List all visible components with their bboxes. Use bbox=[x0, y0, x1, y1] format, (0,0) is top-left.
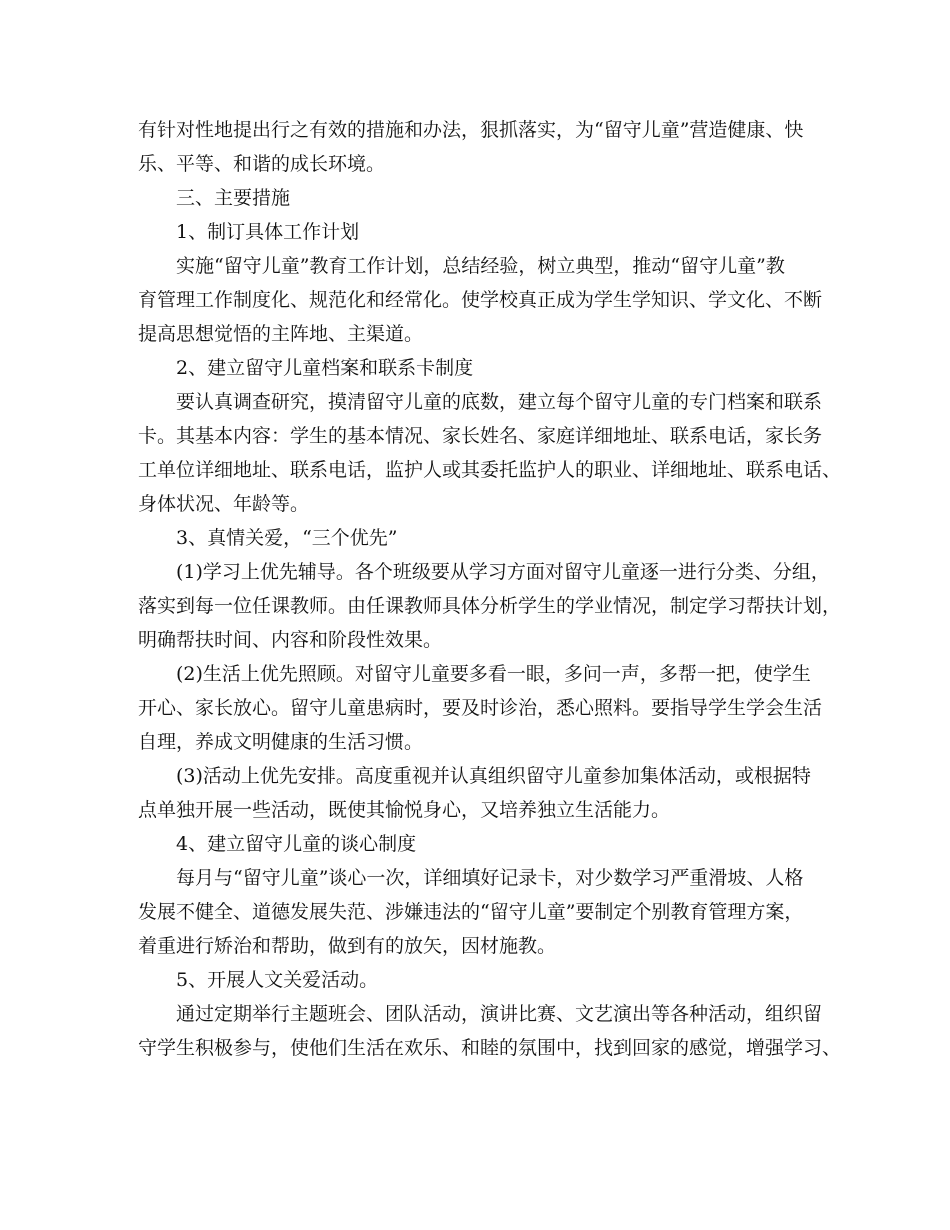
text-line: 守学生积极参与，使他们生活在欢乐、和睦的氛围中，找到回家的感觉，增强学习、 bbox=[138, 1037, 842, 1059]
text-line: 工单位详细地址、联系电话，监护人或其委托监护人的职业、详细地址、联系电话、 bbox=[138, 459, 842, 481]
text-line: 要认真调查研究，摸清留守儿童的底数，建立每个留守儿童的专门档案和联系 bbox=[176, 391, 823, 413]
text-line: 发展不健全、道德发展失范、涉嫌违法的“留守儿童”要制定个别教育管理方案， bbox=[138, 901, 804, 923]
text-line: 通过定期举行主题班会、团队活动，演讲比赛、文艺演出等各种活动，组织留 bbox=[176, 1003, 823, 1025]
subsection-heading: 1、制订具体工作计划 bbox=[176, 221, 360, 243]
text-line: 有针对性地提出行之有效的措施和办法，狠抓落实，为“留守儿童”营造健康、快 bbox=[138, 119, 804, 141]
text-line: 提高思想觉悟的主阵地、主渠道。 bbox=[138, 323, 424, 345]
subsection-heading: 4、建立留守儿童的谈心制度 bbox=[176, 833, 417, 855]
text-line: 落实到每一位任课教师。由任课教师具体分析学生的学业情况，制定学习帮扶计划， bbox=[138, 595, 842, 617]
text-line: 着重进行矫治和帮助，做到有的放矢，因材施教。 bbox=[138, 935, 557, 957]
subsection-heading: 2、建立留守儿童档案和联系卡制度 bbox=[176, 357, 474, 379]
text-line: 开心、家长放心。留守儿童患病时，要及时诊治，悉心照料。要指导学生学会生活 bbox=[138, 697, 823, 719]
text-line: 每月与“留守儿童”谈心一次，详细填好记录卡，对少数学习严重滑坡、人格 bbox=[176, 867, 804, 889]
subsection-heading: 3、真情关爱，“三个优先” bbox=[176, 527, 398, 549]
text-line: 实施“留守儿童”教育工作计划，总结经验，树立典型，推动“留守儿童”教 bbox=[176, 255, 785, 277]
subsection-heading: 5、开展人文关爱活动。 bbox=[176, 969, 379, 991]
text-line: (1)学习上优先辅导。各个班级要从学习方面对留守儿童逐一进行分类、分组， bbox=[176, 561, 830, 583]
text-line: 明确帮扶时间、内容和阶段性效果。 bbox=[138, 629, 443, 651]
text-line: (2)生活上优先照顾。对留守儿童要多看一眼，多问一声，多帮一把，使学生 bbox=[176, 663, 811, 685]
text-line: 乐、平等、和谐的成长环境。 bbox=[138, 153, 386, 175]
section-heading: 三、主要措施 bbox=[176, 187, 291, 209]
text-line: (3)活动上优先安排。高度重视并认真组织留守儿童参加集体活动，或根据特 bbox=[176, 765, 811, 787]
text-line: 自理，养成文明健康的生活习惯。 bbox=[138, 731, 424, 753]
text-line: 点单独开展一些活动，既使其愉悦身心，又培养独立生活能力。 bbox=[138, 799, 671, 821]
text-line: 身体状况、年龄等。 bbox=[138, 493, 310, 515]
text-line: 育管理工作制度化、规范化和经常化。使学校真正成为学生学知识、学文化、不断 bbox=[138, 289, 823, 311]
text-line: 卡。其基本内容：学生的基本情况、家长姓名、家庭详细地址、联系电话，家长务 bbox=[138, 425, 823, 447]
